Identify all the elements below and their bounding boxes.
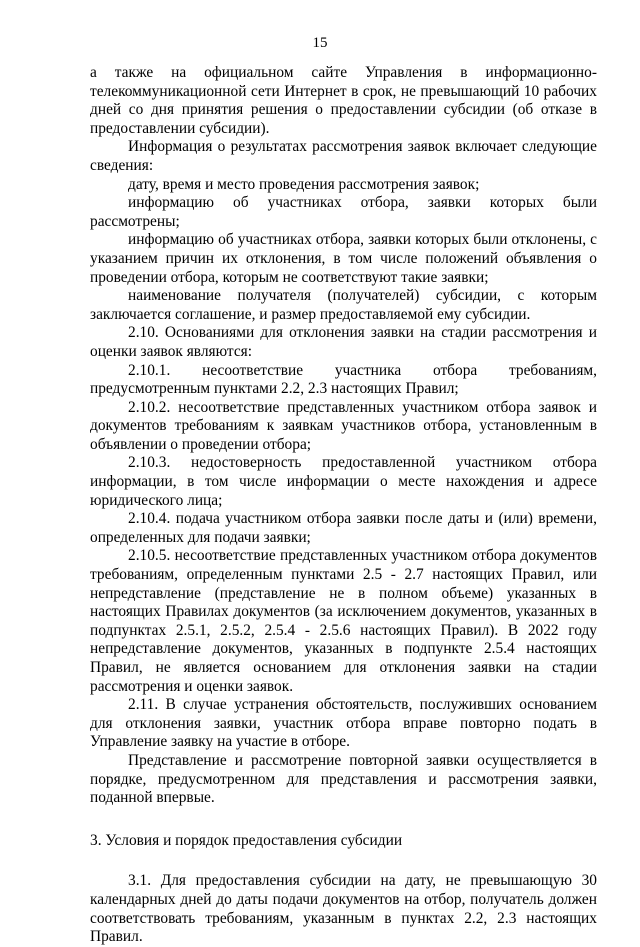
paragraph: наименование получателя (получателей) субсидии, с которым заключается соглашение, и размер предоставляемой ему субсидии.: [90, 287, 597, 323]
paragraph: информацию об участниках отбора, заявки которых были отклонены, с указанием причин их отклонения, в том числе положений объявления о проведении отбора, которым не соответствуют такие заявки;: [90, 231, 597, 286]
paragraph: 3.1. Для предоставления субсидии на дату, не превышающую 30 календарных дней до даты подачи документов на отбор, получатель должен соответствовать требованиям, указанным в пунктах 2.2, 2.3 настоящих Правил.: [90, 872, 597, 946]
page-number: 15: [312, 35, 328, 51]
paragraph: 2.10.3. недостоверность предоставленной участником отбора информации, в том числе информации о месте нахождения и адресе юридического лица;: [90, 454, 597, 509]
paragraph: информацию об участниках отбора, заявки которых были рассмотрены;: [90, 194, 597, 230]
section-heading: 3. Условия и порядок предоставления субсидии: [90, 831, 403, 849]
paragraph: а также на официальном сайте Управления в информационно-телекоммуникационной сети Интернет в срок, не превышающий 10 рабочих дней со дня принятия решения о предоставлении субсидии (об отказе в предоставлении субсидии).: [90, 64, 597, 137]
paragraph: 2.10.2. несоответствие представленных участником отбора заявок и документов требованиям к заявкам участников отбора, установленным в объявлении о проведении отбора;: [90, 398, 597, 453]
paragraph: 2.11. В случае устранения обстоятельств, послуживших основанием для отклонения заявки, участник отбора вправе повторно подать в Управление заявку на участие в отборе.: [90, 696, 597, 751]
paragraph: Представление и рассмотрение повторной заявки осуществляется в порядке, предусмотренном для представления и рассмотрения заявки, поданной впервые.: [90, 751, 597, 807]
paragraph: 2.10.1. несоответствие участника отбора требованиям, предусмотренным пунктами 2.2, 2.3 настоящих Правил;: [90, 361, 597, 398]
paragraph: дату, время и место проведения рассмотрения заявок;: [128, 175, 480, 193]
document-body: [90, 64, 597, 947]
paragraph: 2.10. Основаниями для отклонения заявки на стадии рассмотрения и оценки заявок являются:: [90, 324, 597, 360]
paragraph: 2.10.4. подача участником отбора заявки после даты и (или) времени, определенных для подачи заявки;: [90, 510, 597, 546]
paragraph: 2.10.5. несоответствие представленных участником отбора документов требованиям, определенным пунктами 2.5 - 2.7 настоящих Правил, или непредставление (представление не в полном объеме) указанных в настоящих Правилах документов (за исключением документов, указанных в подпунктах 2.5.1, 2.5.2, 2.5.4 - 2.5.6 настоящих Правил). В 2022 году непредставление документов, указанных в подпункте 2.5.4 настоящих Правил, не является основанием для отклонения заявки на стадии рассмотрения и оценки заявок.: [90, 547, 597, 695]
paragraph: Информация о результатах рассмотрения заявок включает следующие сведения:: [90, 138, 597, 174]
